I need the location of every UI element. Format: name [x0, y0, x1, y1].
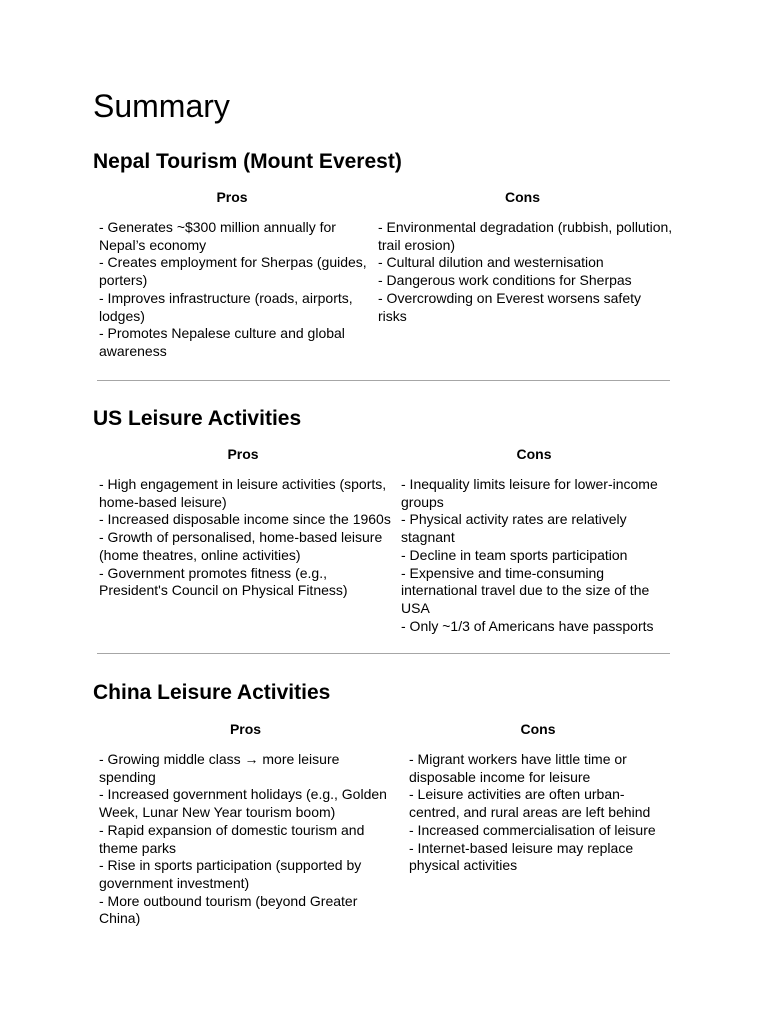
list-item: - Dangerous work conditions for Sherpas [378, 272, 632, 289]
pros-heading: Pros [227, 446, 259, 462]
pros-column [93, 188, 371, 359]
section-title: China Leisure Activities [93, 681, 331, 704]
list-item: - Overcrowding on Everest worsens safety risks [378, 289, 641, 324]
list-item: - Inequality limits leisure for lower-income groups [401, 476, 658, 510]
section-title: Nepal Tourism (Mount Everest) [93, 150, 402, 173]
section-china-leisure [93, 679, 673, 927]
list-item: - Expensive and time-consuming international travel due to the size of the USA [401, 564, 650, 616]
section-us-leisure [93, 405, 673, 634]
list-item: - Internet-based leisure may replace physical activities [409, 839, 634, 874]
cons-column [403, 720, 673, 874]
list-item: - Cultural dilution and westernisation [378, 254, 604, 271]
list-item: - Only ~1/3 of Americans have passports [401, 617, 654, 634]
list-item: - More outbound tourism (beyond Greater China) [99, 892, 358, 927]
pros-heading: Pros [229, 721, 262, 737]
cons-column [372, 188, 673, 324]
cons-heading: Cons [505, 189, 540, 205]
list-item: - Decline in team sports participation [401, 546, 628, 563]
list-item: - Increased disposable income since the 1960s [99, 511, 391, 528]
section-title: US Leisure Activities [93, 407, 302, 430]
list-item: - Environmental degradation (rubbish, pollution, trail erosion) [378, 219, 673, 253]
pros-list [99, 219, 371, 361]
list-item: - High engagement in leisure activities (sports, home-based leisure) [99, 476, 387, 510]
cons-list [409, 751, 673, 875]
list-item: - Promotes Nepalese culture and global awareness [99, 325, 345, 359]
cons-heading: Cons [516, 446, 552, 462]
list-item: - Physical activity rates are relatively stagnant [401, 511, 627, 546]
cons-heading: Cons [520, 721, 556, 737]
list-item: - Migrant workers have little time or disposable income for leisure [409, 751, 627, 785]
list-item: - Creates employment for Sherpas (guides, porters) [99, 254, 367, 289]
list-item: - Government promotes fitness (e.g., President's Council on Physical Fitness) [99, 564, 348, 599]
page-title: Summary [93, 88, 230, 124]
list-item: - Increased government holidays (e.g., Golden Week, Lunar New Year tourism boom) [99, 786, 387, 821]
list-item: - Leisure activities are often urban-centred, and rural areas are left behind [409, 786, 651, 821]
list-item: - Increased commercialisation of leisure [409, 821, 656, 838]
pros-column [93, 445, 393, 599]
pros-list [99, 476, 393, 600]
pros-heading: Pros [216, 189, 248, 205]
cons-column [395, 445, 673, 634]
list-item: - Generates ~$300 million annually for Nepal’s economy [99, 219, 336, 253]
list-item: - Growing middle class → more leisure spending [99, 751, 340, 785]
list-item: - Improves infrastructure (roads, airports, lodges) [99, 289, 353, 324]
section-divider [97, 653, 670, 654]
pros-column [93, 720, 398, 927]
cons-list [401, 476, 673, 635]
list-item: - Rise in sports participation (supported by government investment) [99, 857, 362, 891]
list-item: - Growth of personalised, home-based leisure (home theatres, online activities) [99, 529, 383, 563]
pros-list [99, 751, 398, 928]
section-nepal-tourism [93, 148, 673, 359]
section-divider [97, 380, 670, 381]
cons-list [378, 219, 673, 325]
list-item: - Rapid expansion of domestic tourism and theme parks [99, 821, 365, 856]
